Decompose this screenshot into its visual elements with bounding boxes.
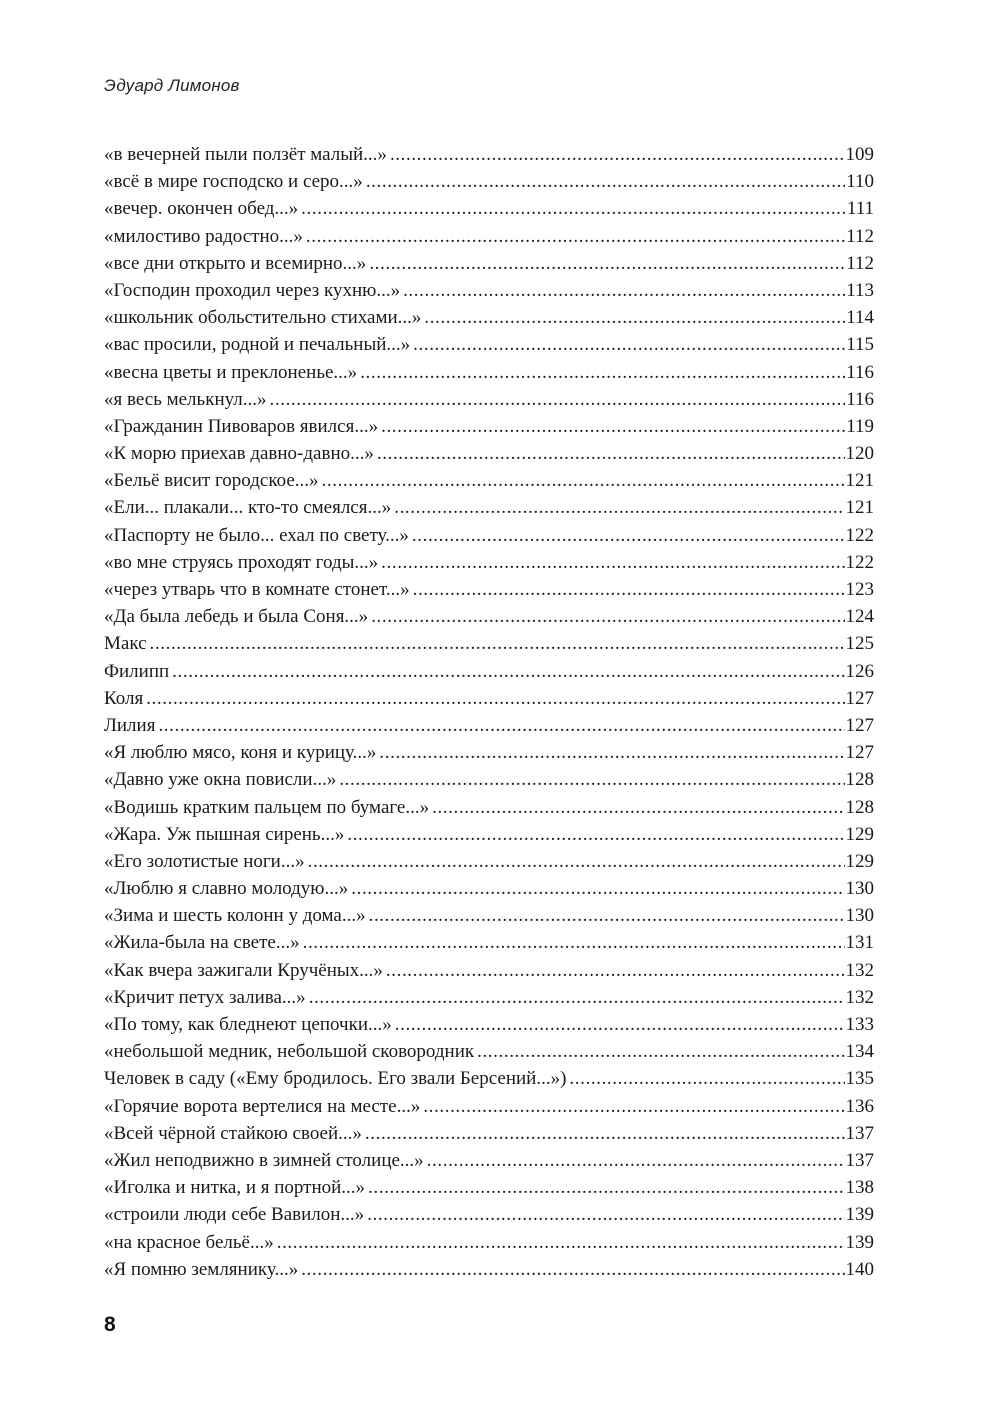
toc-entry-page: 111 [846,198,874,220]
toc-entry [104,250,874,277]
toc-dot-leader [395,1011,845,1038]
toc-dot-leader [308,848,845,875]
toc-entry-page: 123 [845,579,874,600]
toc-entry [104,386,874,413]
toc-entry [104,685,874,712]
toc-dot-leader [367,1201,844,1228]
toc-dot-leader [368,1174,844,1201]
toc-entry-title: «на красное бельё...» [104,1231,274,1253]
toc-entry-page: 113 [846,279,874,301]
toc-entry [104,658,874,685]
toc-dot-leader [371,603,844,630]
toc-entry-page: 128 [845,769,874,791]
toc-entry-title: Макс [104,633,147,655]
toc-dot-leader [322,467,845,494]
toc-dot-leader [369,250,845,277]
toc-dot-leader [412,522,845,549]
toc-entry-page: 139 [845,1204,874,1226]
toc-entry-page: 122 [845,524,874,546]
toc-dot-leader [390,141,845,168]
toc-entry [104,821,874,848]
toc-dot-leader [403,277,845,304]
toc-entry-page: 127 [845,714,874,736]
toc-dot-leader [427,1147,845,1174]
toc-dot-leader [150,630,845,657]
toc-entry [104,277,874,304]
toc-entry-title: «К морю приехав давно-давно...» [104,443,374,465]
toc-entry-title: «вечер. окончен обед...» [104,198,299,220]
toc-entry-title: «Иголка и нитка, и я портной...» [104,1177,366,1199]
toc-entry-page: 133 [845,1014,874,1035]
toc-dot-leader [423,1093,844,1120]
toc-dot-leader [158,712,844,739]
table-of-contents [104,141,874,1283]
toc-entry-page: 136 [845,1095,874,1117]
toc-entry-page: 137 [845,1122,874,1144]
toc-entry [104,1093,874,1120]
toc-entry [104,1201,874,1228]
toc-entry [104,1174,874,1201]
toc-entry-page: 120 [845,443,874,465]
toc-dot-leader [301,1256,844,1283]
toc-dot-leader [413,331,845,358]
toc-entry-title: «я весь мелькнул...» [104,388,267,410]
toc-entry-title: «Кричит петух залива...» [104,986,306,1008]
toc-entry-title: «Водишь кратким пальцем по бумаге...» [104,796,430,818]
toc-entry-title: «вас просили, родной и печальный...» [104,334,411,356]
toc-dot-leader [369,902,845,929]
toc-entry-title: «через утварь что в комнате стонет...» [104,579,410,600]
toc-entry-page: 112 [846,225,874,247]
toc-entry [104,875,874,902]
toc-entry [104,984,874,1011]
toc-dot-leader [301,195,846,222]
toc-dot-leader [432,794,844,821]
toc-dot-leader [394,494,844,521]
toc-entry [104,576,874,603]
toc-dot-leader [569,1065,844,1092]
toc-entry-title: «все дни открыто и всемирно...» [104,252,367,274]
toc-entry-title: «Я люблю мясо, коня и курицу...» [104,742,377,764]
toc-entry-page: 128 [845,796,874,818]
toc-entry [104,522,874,549]
toc-entry-page: 129 [845,823,874,845]
toc-entry-page: 110 [846,171,874,193]
toc-entry-page: 132 [845,959,874,981]
toc-entry-title: «Я помню землянику...» [104,1258,299,1280]
toc-entry-page: 121 [845,470,874,492]
toc-dot-leader [365,1120,845,1147]
toc-entry-title: «Бельё висит городское...» [104,470,319,492]
toc-entry [104,1229,874,1256]
toc-entry [104,1038,874,1065]
toc-entry-title: Человек в саду («Ему бродилось. Его звали Берсений...») [104,1068,567,1090]
toc-dot-leader [381,549,844,576]
toc-entry-title: «милостиво радостно...» [104,225,303,247]
toc-dot-leader [381,413,845,440]
toc-entry [104,494,874,521]
toc-entry [104,929,874,956]
toc-entry [104,848,874,875]
toc-entry-title: «всё в мире господско и серо...» [104,171,363,193]
toc-entry-title: «Жил неподвижно в зимней столице...» [104,1149,424,1171]
toc-entry [104,957,874,984]
toc-entry-page: 134 [845,1041,874,1063]
toc-entry-page: 135 [845,1068,874,1090]
toc-entry [104,739,874,766]
toc-entry-title: «Горячие ворота вертелися на месте...» [104,1095,421,1117]
toc-entry-title: Лилия [104,714,156,736]
toc-dot-leader [477,1038,844,1065]
toc-entry-title: «Зима и шесть колонн у дома...» [104,905,366,927]
toc-entry [104,359,874,386]
toc-entry-title: «строили люди себе Вавилон...» [104,1204,365,1226]
toc-entry [104,1011,874,1038]
toc-dot-leader [424,304,845,331]
toc-entry-page: 138 [845,1177,874,1199]
toc-entry [104,413,874,440]
toc-dot-leader [347,821,844,848]
toc-dot-leader [351,875,844,902]
toc-entry-page: 125 [845,633,874,655]
toc-entry-page: 129 [845,850,874,872]
toc-dot-leader [277,1229,845,1256]
toc-entry-title: «Как вчера зажигали Кручёных...» [104,959,383,981]
toc-entry-title: «По тому, как бледнеют цепочки...» [104,1014,392,1035]
toc-entry-title: «Жара. Уж пышная сирень...» [104,823,345,845]
toc-entry [104,712,874,739]
toc-dot-leader [360,359,845,386]
toc-entry-title: «Всей чёрной стайкою своей...» [104,1122,362,1144]
toc-entry [104,902,874,929]
toc-entry-title: «Да была лебедь и была Соня...» [104,606,369,628]
toc-entry-page: 124 [845,606,874,628]
toc-entry-page: 130 [845,878,874,900]
toc-entry [104,766,874,793]
toc-entry-title: «Его золотистые ноги...» [104,850,305,872]
page-number: 8 [104,1313,116,1336]
toc-dot-leader [339,766,844,793]
toc-entry-title: «в вечерней пыли ползёт малый...» [104,144,387,165]
toc-entry-title: «Давно уже окна повисли...» [104,769,337,791]
toc-dot-leader [146,685,844,712]
toc-entry-title: «Господин проходил через кухню...» [104,279,401,301]
toc-entry [104,603,874,630]
toc-entry [104,1256,874,1283]
toc-entry-title: «Ели... плакали... кто-то смеялся...» [104,497,392,519]
toc-entry [104,467,874,494]
toc-entry [104,1120,874,1147]
toc-entry-page: 116 [846,361,874,383]
toc-entry-title: «Жила-была на свете...» [104,932,300,954]
toc-entry-page: 130 [845,905,874,927]
toc-entry-title: «Люблю я славно молодую...» [104,878,349,900]
toc-entry-title: «весна цветы и преклоненье...» [104,361,358,383]
toc-entry-page: 121 [845,497,874,519]
toc-entry [104,195,874,222]
toc-entry-page: 116 [846,388,874,410]
toc-entry [104,304,874,331]
toc-dot-leader [172,658,844,685]
toc-dot-leader [386,957,845,984]
toc-dot-leader [379,739,844,766]
toc-entry [104,223,874,250]
toc-dot-leader [377,440,845,467]
toc-dot-leader [309,984,845,1011]
toc-entry-page: 131 [845,932,874,954]
toc-entry-page: 115 [846,334,874,356]
toc-entry-page: 109 [845,144,874,165]
toc-entry [104,331,874,358]
toc-entry-page: 137 [845,1149,874,1171]
toc-entry [104,794,874,821]
toc-dot-leader [270,386,846,413]
toc-dot-leader [306,223,845,250]
toc-entry [104,168,874,195]
toc-entry-page: 127 [845,687,874,709]
toc-entry-title: «небольшой медник, небольшой сковородник [104,1041,475,1063]
toc-entry [104,141,874,168]
toc-entry-title: Филипп [104,660,170,682]
toc-entry-page: 122 [845,551,874,573]
toc-dot-leader [366,168,845,195]
toc-entry-title: Коля [104,687,144,709]
toc-entry-page: 114 [846,307,874,329]
toc-entry-page: 112 [846,252,874,274]
toc-entry-title: «во мне струясь проходят годы...» [104,551,379,573]
toc-entry-page: 139 [845,1231,874,1253]
toc-entry [104,440,874,467]
toc-entry-title: «школьник обольстительно стихами...» [104,307,422,329]
toc-entry-page: 140 [845,1258,874,1280]
toc-entry [104,1147,874,1174]
toc-entry [104,1065,874,1092]
running-header-author: Эдуард Лимонов [104,76,240,95]
toc-dot-leader [303,929,845,956]
toc-entry-page: 126 [845,660,874,682]
toc-entry-page: 127 [845,742,874,764]
toc-entry-page: 119 [846,415,874,437]
toc-entry [104,549,874,576]
toc-entry-page: 132 [845,986,874,1008]
toc-entry-title: «Гражданин Пивоваров явился...» [104,415,379,437]
toc-dot-leader [413,576,845,603]
toc-entry-title: «Паспорту не было... ехал по свету...» [104,524,409,546]
toc-entry [104,630,874,657]
